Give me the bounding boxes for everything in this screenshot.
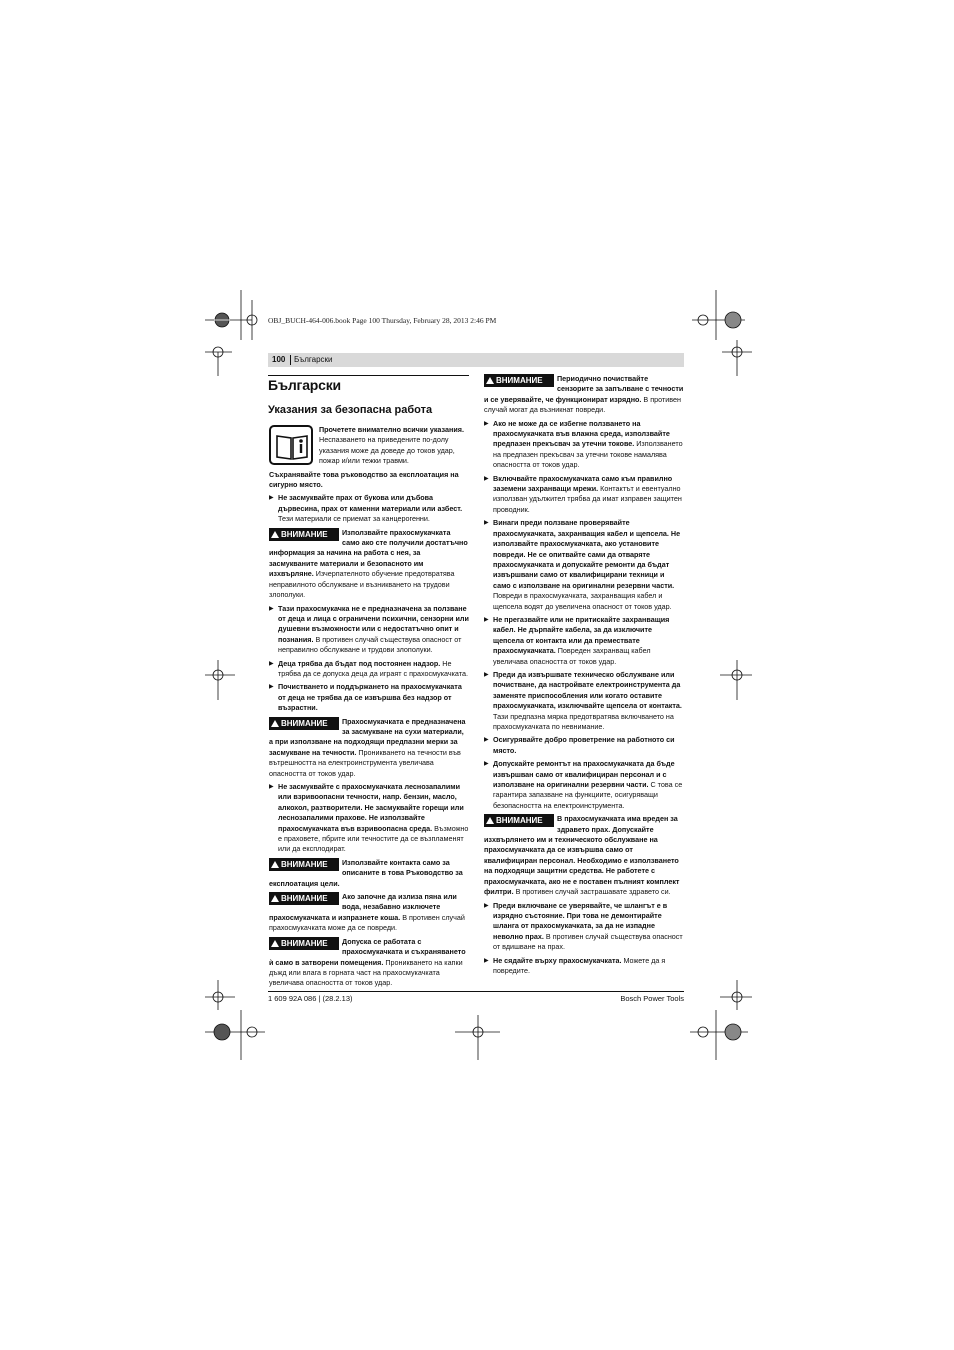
section-heading: Указания за безопасна работа <box>268 404 433 416</box>
print-slug: OBJ_BUCH-464-006.book Page 100 Thursday, February 28, 2013 2:46 PM <box>268 316 497 325</box>
page-number: 100 <box>272 355 286 364</box>
info-bold-1: Прочетете внимателно всички указания. <box>319 425 464 434</box>
list-item: ▶ Тази прахосмукачка не е предназначена за ползване от деца и лица с ограничени психични, сензорни или душевни възможности или с недостатъчно опит и познания. В противен случай съществува опасност от неправилно обслужване и трудови злополуки. <box>269 604 469 656</box>
footer-rule <box>268 991 684 992</box>
warning-block: ВНИМАНИЕ Ако започне да излиза пяна или вода, незабавно изключете прахосмукачката и изпразнете коша. В противен случай прахосмукачката може да се повреди. <box>269 892 465 933</box>
list-item: ▶ Преди да извършвате техническо обслужване или почистване, да настройвате електроинструмента да заменяте приспособления или когато оставите прахосмукачката, изключвайте щепсела от контакта. Тази предпазна мярка предотвратява включването на прахосмукачката по невнимание. <box>484 670 684 732</box>
list-item: ▶ Винаги преди ползване проверявайте прахосмукачката, захранващия кабел и щепсела. Не използвайте прахосмукачката, ако установите повреди. Не се опитвайте сами да отваряте прахосмукачката и допускайте ремонти да бъдат извършвани само от квалифицирани техници и само с използване на оригинални резервни части. Повреди в прахосмукачката, захранващия кабел и щепсела водят до увеличена опасност от токов удар. <box>484 518 684 612</box>
list-item: ▶ Почистването и поддържането на прахосмукачката от деца не трябва да се извършва без надзор от възрастни. <box>269 682 469 713</box>
warning-triangle-icon <box>271 720 279 727</box>
list-item: ▶ Ако не може да се избегне ползването на прахосмукачката във влажна среда, използвайте предпазен прекъсвач за утечни токове. Използването на предпазен прекъсвач за утечни токове намалява опасността от токов удар. <box>484 419 684 471</box>
warning-badge: ВНИМАНИЕ <box>484 814 554 827</box>
header-separator <box>290 355 291 365</box>
warning-triangle-icon <box>271 895 279 902</box>
warning-block: ВНИМАНИЕ Допуска се работата с прахосмукачката и съхраняването ѝ само в затворени помещения. Проникването на капки дъжд или влага в горната част на прахосмукачката увеличава опасността от токов удар. <box>269 936 466 988</box>
list-item: ▶ Преди включване се уверявайте, че шлангът е в изрядно състояние. При това не демонтирайте шланга от прахосмукачката, за да не изпадне неволно прах. В противен случай съществува опасност от вдишване на прах. <box>484 901 684 953</box>
list-item: ▶ Включвайте прахосмукачката само към правилно заземени захранващи мрежи. Контактът и евентуално използван удължител трябва да имат изправен защитен проводник. <box>484 474 684 516</box>
warning-triangle-icon <box>271 861 279 868</box>
warning-badge: ВНИМАНИЕ <box>484 374 554 387</box>
warning-block: ВНИМАНИЕ Използвайте прахосмукачката само ако сте получили достатъчно информация за начина на работа с нея, за засмукваните материали и безопасното им изхвърляне. Изчерпателното обучение предотвратява неправилното обслужване и възникването на трудови злополуки. <box>269 527 468 600</box>
list-item: ▶ Деца трябва да бъдат под постоянен надзор. Не трябва да се допуска деца да играят с прахосмукачката. <box>269 659 469 680</box>
list-item: ▶ Не засмуквайте с прахосмукачката леснозапалими или взривоопасни течности, напр. бензин, масло, алкохол, разтворители. Не засмуквайте горещи или леснозапалими прахове. Не използвайте прахосмукачката във взривоопасна среда. Възможно е праховете, пбрите или течностите да се възпламенят или да експлодират. <box>269 782 469 855</box>
warning-triangle-icon <box>486 817 494 824</box>
info-block <box>269 425 469 493</box>
warning-badge: ВНИМАНИЕ <box>269 858 339 871</box>
warning-badge: ВНИМАНИЕ <box>269 937 339 950</box>
warning-block: ВНИМАНИЕ Периодично почиствайте сензорите за запълване с течности и се уверявайте, че функционират изрядно. В противен случай могат да възникнат повреди. <box>484 374 684 415</box>
list-item: ▶ Не засмуквайте прах от букова или дъбова дървесина, прах от каменни материали или азбест. Тези материали се приемат за канцерогенни. <box>269 493 469 524</box>
warning-triangle-icon <box>271 531 279 538</box>
running-header: Български <box>294 355 333 364</box>
right-column <box>484 374 684 979</box>
list-item: ▶ Не прегазвайте или не притискайте захранващия кабел. Не дърпайте кабела, за да изключите щепсела от контакта или да премествате прахосмукачката. Повреден захранващ кабел увеличава опасността от токов удар. <box>484 615 684 667</box>
read-manual-icon <box>269 425 313 465</box>
left-column <box>269 425 469 992</box>
warning-block: ВНИМАНИЕ Прахосмукачката е предназначена за засмукване на сухи материали, а при използване на подходящи предпазни мерки за засмукване на течности. Проникването на течности във вътрешността на електроинструмента увеличава опасността от токов удар. <box>269 716 466 778</box>
list-item: ▶ Осигурявайте добро проветрение на работното си място. <box>484 735 684 756</box>
page-title: Български <box>268 377 341 393</box>
warning-triangle-icon <box>271 940 279 947</box>
info-bold-2: Съхранявайте това ръководство за експлоатация на сигурно място. <box>269 469 459 490</box>
footer-brand: Bosch Power Tools <box>620 994 684 1003</box>
list-item: ▶ Не сядайте върху прахосмукачката. Можете да я повредите. <box>484 956 684 977</box>
warning-block: ВНИМАНИЕ Използвайте контакта само за описаните в това Ръководство за експлоатация цели. <box>269 857 463 888</box>
warning-triangle-icon <box>486 377 494 384</box>
info-text-1: Неспазването на приведените по-долу указания може да доведе до токов удар, пожар и/или тежки травми. <box>319 435 455 466</box>
warning-block: ВНИМАНИЕ В прахосмукачката има вреден за здравето прах. Допускайте изхвърлянето им и техническото обслужване на прахосмукачката да се извършва само от квалифициран персонал. Необходимо е използването на подходящи защитни средства. Не работете с прахосмукачката, ако не е поставен пълният комплект филтри. В противен случай застрашавате здравето си. <box>484 814 680 897</box>
warning-badge: ВНИМАНИЕ <box>269 892 339 905</box>
warning-badge: ВНИМАНИЕ <box>269 717 339 730</box>
warning-badge: ВНИМАНИЕ <box>269 528 339 541</box>
footer-doc-number: 1 609 92A 086 | (28.2.13) <box>268 994 353 1003</box>
list-item: ▶ Допускайте ремонтът на прахосмукачката да бъде извършван само от квалифициран персонал и с използване на оригинални резервни части. С това се гарантира запазване на функциите, осигуряващи безопасността на електроинструмента. <box>484 759 684 811</box>
title-rule <box>268 375 469 376</box>
